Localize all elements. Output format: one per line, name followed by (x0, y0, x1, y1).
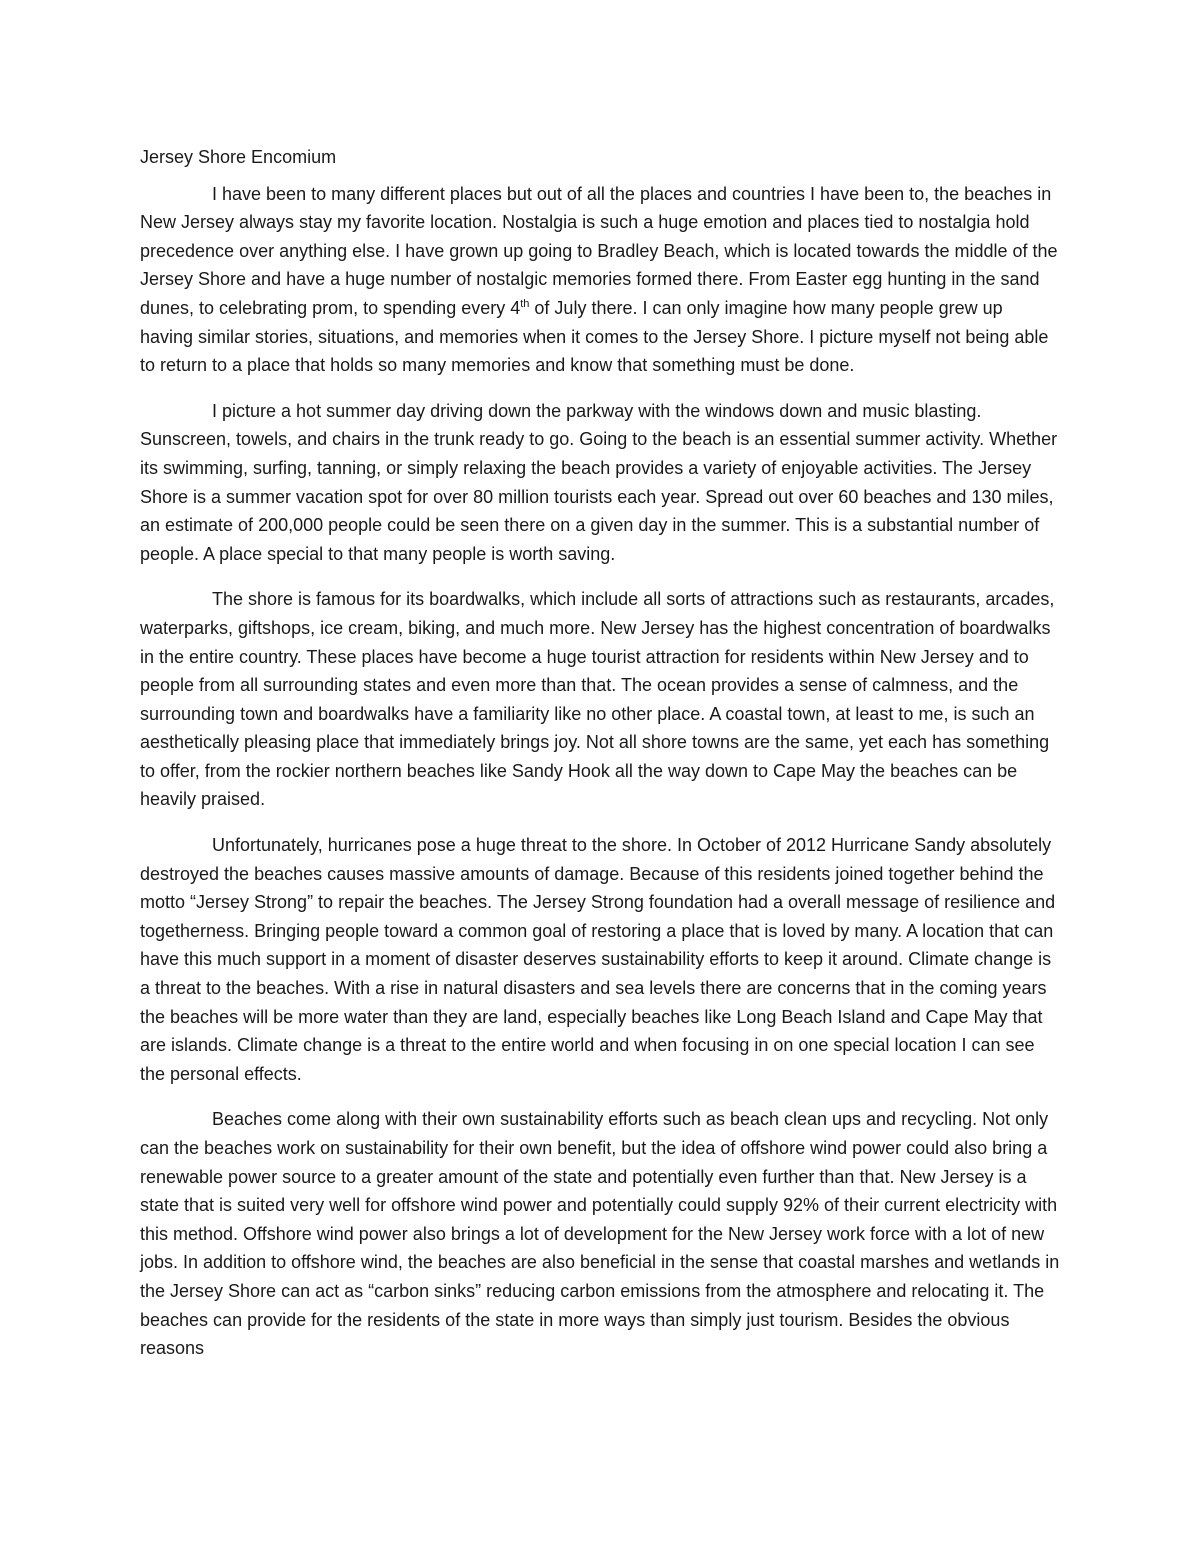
paragraph-1 (140, 180, 1060, 380)
paragraph-5: Beaches come along with their own sustainability efforts such as beach clean ups and recycling. Not only can the beaches work on sustainability for their own benefit, but the idea of offshore wind power could also bring a renewable power source to a greater amount of the state and potentially even further than that. New Jersey is a state that is suited very well for offshore wind power and potentially could supply 92% of their current electricity with this method. Offshore wind power also brings a lot of development for the New Jersey work force with a lot of new jobs. In addition to offshore wind, the beaches are also beneficial in the sense that coastal marshes and wetlands in the Jersey Shore can act as “carbon sinks” reducing carbon emissions from the atmosphere and relocating it. The beaches can provide for the residents of the state in more ways than simply just tourism. Besides the obvious reasons (140, 1109, 1060, 1359)
paragraph-2: I picture a hot summer day driving down the parkway with the windows down and music blasting. Sunscreen, towels, and chairs in the trunk ready to go. Going to the beach is an essential summer activity. Whether its swimming, surfing, tanning, or simply relaxing the beach provides a variety of enjoyable activities. The Jersey Shore is a summer vacation spot for over 80 million tourists each year. Spread out over 60 beaches and 130 miles, an estimate of 200,000 people could be seen there on a given day in the summer. This is a substantial number of people. A place special to that many people is worth saving. (140, 400, 1058, 564)
paragraph-1-text-a: I have been to many different places but out of all the places and countries I have been to, the beaches in New Jersey always stay my favorite location. Nostalgia is such a huge emotion and places tied to nostalgia hold precedence over anything else. I have grown up going to Bradley Beach, which is located towards the middle of the Jersey Shore and have a huge number of nostalgic memories formed there. From Easter egg hunting in the sand dunes, to celebrating prom, to spending every 4 (140, 183, 1058, 318)
paragraph-4: Unfortunately, hurricanes pose a huge threat to the shore. In October of 2012 Hurricane Sandy absolutely destroyed the beaches causes massive amounts of damage. Because of this residents joined together behind the motto “Jersey Strong” to repair the beaches. The Jersey Strong foundation had a overall message of resilience and togetherness. Bringing people toward a common goal of restoring a place that is loved by many. A location that can have this much support in a moment of disaster deserves sustainability efforts to keep it around. Climate change is a threat to the beaches. With a rise in natural disasters and sea levels there are concerns that in the coming years the beaches will be more water than they are land, especially beaches like Long Beach Island and Cape May that are islands. Climate change is a threat to the entire world and when focusing in on one special location I can see the personal effects. (140, 835, 1056, 1084)
paragraph-3: The shore is famous for its boardwalks, which include all sorts of attractions such as restaurants, arcades, waterparks, giftshops, ice cream, biking, and much more. New Jersey has the highest concentration of boardwalks in the entire country. These places have become a huge tourist attraction for residents within New Jersey and to people from all surrounding states and even more than that. The ocean provides a sense of calmness, and the surrounding town and boardwalks have a familiarity like no other place. A coastal town, at least to me, is such an aesthetically pleasing place that immediately brings joy. Not all shore towns are the same, yet each has something to offer, from the rockier northern beaches like Sandy Hook all the way down to Cape May the beaches can be heavily praised. (140, 589, 1055, 810)
document-title: Jersey Shore Encomium (140, 147, 337, 167)
paragraph-1-text-b: of July there. I can only imagine how many people grew up having similar stories, situations, and memories when it comes to the Jersey Shore. I picture myself not being able to return to a place that holds so many memories and know that something must be done. (140, 297, 1049, 376)
ordinal-superscript: th (520, 297, 530, 310)
document-body (140, 143, 1060, 1380)
